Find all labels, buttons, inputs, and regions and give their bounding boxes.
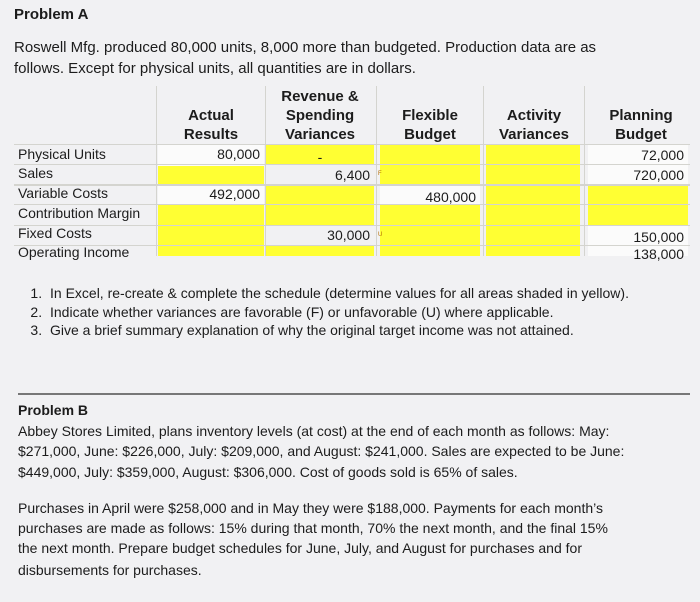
problem-a-intro-line1: Roswell Mfg. produced 80,000 units, 8,000 more than budgeted. Production data are as bbox=[14, 39, 597, 56]
plan-units-value: 72,000 bbox=[641, 147, 684, 163]
rev-sales-value: 6,400 bbox=[334, 167, 370, 183]
yellow-actual-sales bbox=[158, 166, 264, 184]
actual-units-value: 80,000 bbox=[217, 146, 260, 162]
yellow-flex-bottom bbox=[380, 205, 480, 256]
yellow-rev-vc-cm bbox=[266, 186, 374, 226]
instructions-list bbox=[22, 284, 682, 340]
problem-b-line3: $449,000, July: $359,000, August: $306,000. Cost of goods sold is 65% of sales. bbox=[18, 464, 518, 480]
header-act-line1: Activity bbox=[506, 107, 562, 124]
row-label-contribution-margin: Contribution Margin bbox=[18, 205, 141, 221]
problem-b-line6: the next month. Prepare budget schedules for June, July, and August for purchases and for bbox=[18, 540, 582, 556]
grid-line bbox=[584, 86, 585, 256]
problem-a-title: Problem A bbox=[14, 6, 89, 23]
plan-fixed-value: 150,000 bbox=[633, 229, 684, 245]
header-flexible bbox=[380, 106, 480, 144]
grid-line bbox=[376, 86, 377, 256]
header-rev-line1: Revenue & bbox=[281, 88, 359, 105]
yellow-actual-lower bbox=[158, 205, 264, 256]
grid-line bbox=[156, 86, 157, 256]
grid-line bbox=[483, 86, 484, 256]
header-rev-line3: Variances bbox=[284, 126, 356, 143]
row-label-sales: Sales bbox=[18, 165, 54, 181]
rev-fixed-value: 30,000 bbox=[327, 227, 370, 243]
section-divider bbox=[18, 393, 690, 395]
header-rev-line2: Spending bbox=[285, 107, 355, 124]
instruction-item: 3. Give a brief summary explanation of why the original target income was not attained. bbox=[46, 321, 682, 340]
grid-line bbox=[14, 184, 690, 186]
rev-units-value: - bbox=[317, 149, 323, 165]
sales-favorable-tag: F bbox=[378, 171, 382, 177]
problem-b-line1: Abbey Stores Limited, plans inventory levels (at cost) at the end of each month as follows: May: bbox=[18, 423, 610, 439]
row-label-variable-costs: Variable Costs bbox=[18, 185, 109, 201]
plan-oi-value: 138,000 bbox=[633, 246, 684, 262]
header-planning bbox=[588, 106, 694, 144]
yellow-activity-column bbox=[486, 144, 580, 256]
plan-sales-value: 720,000 bbox=[633, 167, 684, 183]
header-flex-line2: Budget bbox=[404, 126, 456, 143]
actual-vc-value: 492,000 bbox=[209, 186, 260, 202]
row-label-operating-income: Operating Income bbox=[18, 244, 130, 260]
problem-b-line5: purchases are made as follows: 15% during that month, 70% the next month, and the final 15% bbox=[18, 520, 608, 536]
yellow-rev-oi bbox=[266, 246, 374, 256]
header-actual-line2: Results bbox=[183, 126, 239, 143]
header-activity bbox=[486, 106, 582, 144]
instruction-item: 2. Indicate whether variances are favorable (F) or unfavorable (U) where applicable. bbox=[46, 303, 682, 322]
row-label-physical-units: Physical Units bbox=[18, 146, 106, 162]
problem-b-line2: $271,000, June: $226,000, July: $209,000, and August: $241,000. Sales are expected to be June: bbox=[18, 443, 625, 459]
fixed-unfavorable-tag: U bbox=[378, 232, 383, 238]
header-actual bbox=[158, 106, 264, 144]
yellow-plan-vc-cm bbox=[588, 186, 688, 226]
grid-line bbox=[14, 144, 690, 145]
row-label-fixed-costs: Fixed Costs bbox=[18, 225, 92, 241]
flex-vc-value: 480,000 bbox=[425, 189, 476, 205]
problem-a-intro-line2: follows. Except for physical units, all quantities are in dollars. bbox=[14, 60, 416, 77]
problem-b-line7: disbursements for purchases. bbox=[18, 562, 202, 578]
header-plan-line2: Budget bbox=[615, 126, 667, 143]
header-flex-line1: Flexible bbox=[402, 107, 458, 124]
header-act-line2: Variances bbox=[498, 126, 570, 143]
problem-b-line4: Purchases in April were $258,000 and in May they were $188,000. Payments for each month’s bbox=[18, 500, 603, 516]
instruction-item: 1. In Excel, re-create & complete the schedule (determine values for all areas shaded in yellow). bbox=[46, 284, 682, 303]
problem-b-title: Problem B bbox=[18, 402, 89, 418]
header-revenue-spending bbox=[266, 87, 374, 144]
header-actual-line1: Actual bbox=[188, 107, 234, 124]
header-plan-line1: Planning bbox=[609, 107, 673, 124]
